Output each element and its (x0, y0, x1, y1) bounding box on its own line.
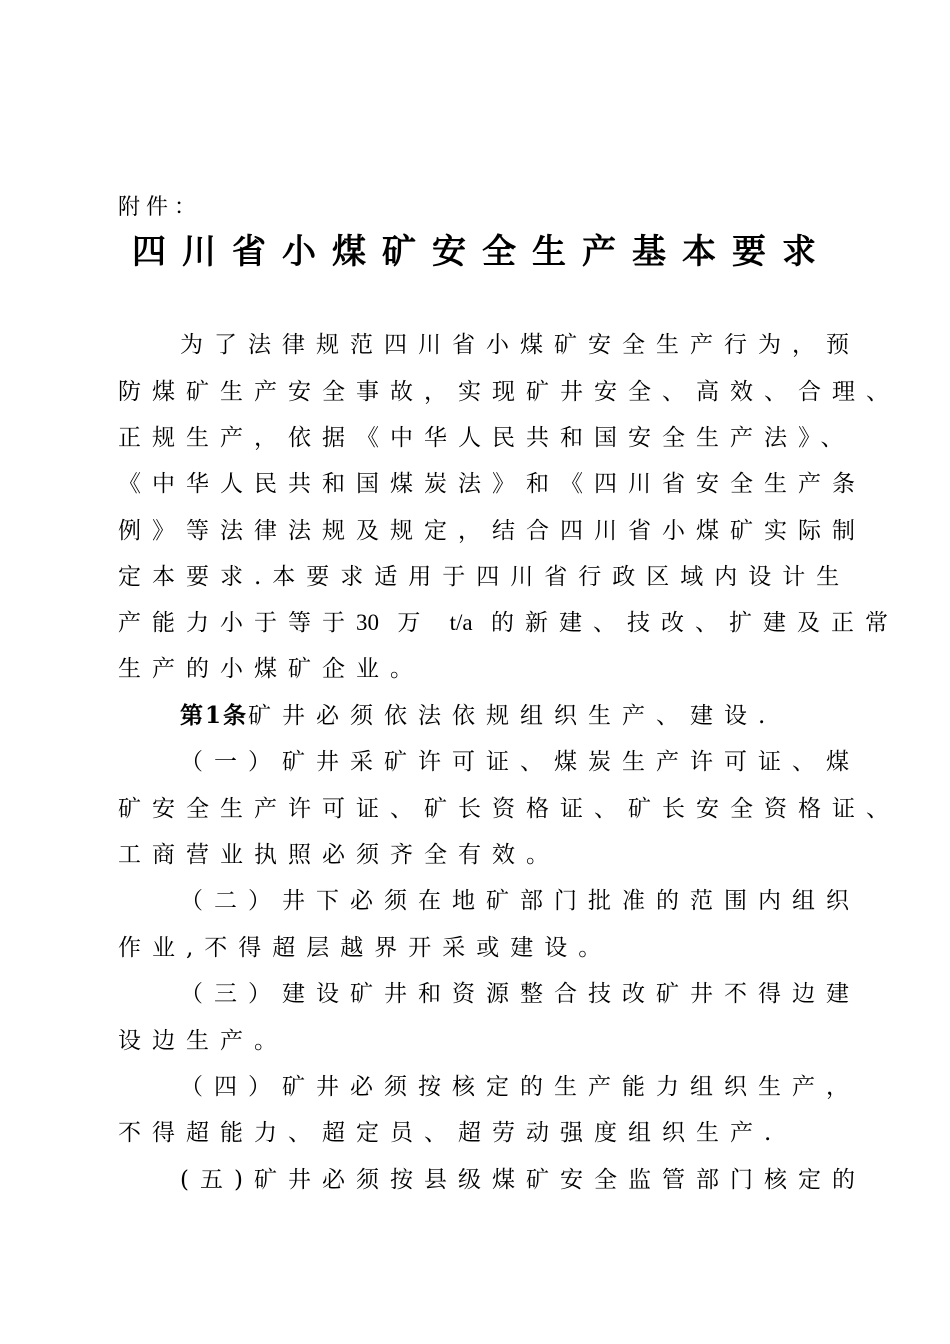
preamble-line-2: 防煤矿生产安全事故，实现矿井安全、高效、合理、 (118, 379, 900, 405)
capacity-number: 30 (356, 610, 379, 635)
preamble-line-5: 例》等法律法规及规定，结合四川省小煤矿实际制 (118, 518, 866, 544)
attachment-label: 附件： (118, 195, 203, 220)
preamble-line-4: 《中华人民共和国煤炭法》和《四川省安全生产条 (118, 471, 866, 497)
capacity-unit: t/a (449, 610, 473, 635)
item-1-line-3: 工商营业执照必须齐全有效。 (118, 842, 560, 868)
item-4-line-1: （四）矿井必须按核定的生产能力组织生产， (180, 1074, 860, 1100)
preamble-line-7-before: 产能力小于等于 (118, 610, 356, 636)
article-1-text: 矿井必须依法依规组织生产、建设. (248, 703, 777, 729)
article-1-label: 第1条 (180, 702, 249, 729)
preamble-line-1: 为了法律规范四川省小煤矿安全生产行为，预 (180, 332, 860, 358)
capacity-wan: 万 (397, 610, 432, 636)
item-2-line-1: （二）井下必须在地矿部门批准的范围内组织 (180, 888, 860, 914)
item-3-line-1: （三）建设矿井和资源整合技改矿井不得边建 (180, 981, 860, 1007)
preamble-line-7 (118, 608, 899, 638)
preamble-line-8: 生产的小煤矿企业。 (118, 656, 424, 682)
preamble-line-7-after: 的新建、技改、扩建及正常 (490, 610, 899, 636)
document-title: 四川省小煤矿安全生产基本要求 (132, 232, 832, 272)
preamble-line-3: 正规生产，依据《中华人民共和国安全生产法》、 (118, 425, 855, 451)
item-1-line-1: （一）矿井采矿许可证、煤炭生产许可证、煤 (180, 749, 860, 775)
preamble-line-6: 定本要求.本要求适用于四川省行政区域内设计生 (118, 564, 851, 590)
item-1-line-2: 矿安全生产许可证、矿长资格证、矿长安全资格证、 (118, 796, 900, 822)
item-2-line-2: 作业,不得超层越界开采或建设。 (118, 935, 613, 961)
item-5-line-1: (五)矿井必须按县级煤矿安全监管部门核定的 (180, 1167, 866, 1193)
item-3-line-2: 设边生产。 (118, 1028, 288, 1054)
article-1 (180, 701, 776, 731)
item-4-line-2: 不得超能力、超定员、超劳动强度组织生产. (118, 1120, 783, 1146)
